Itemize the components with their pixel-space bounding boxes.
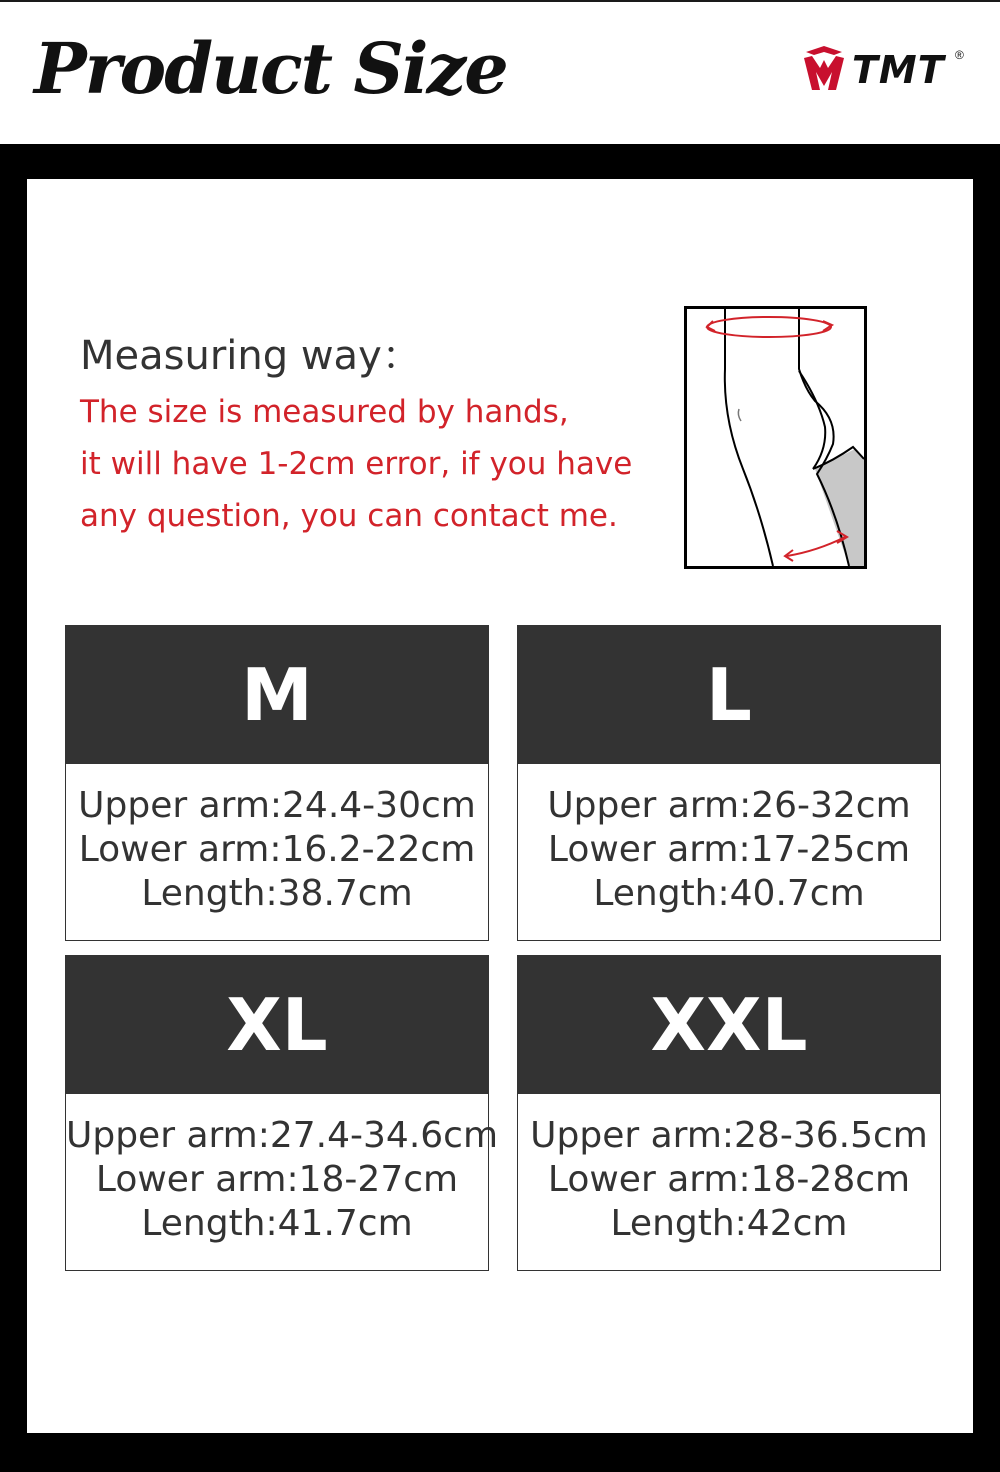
size-card-m bbox=[65, 625, 489, 941]
upper-arm-value: Upper arm:24.4-30cm bbox=[78, 785, 476, 826]
size-label: L bbox=[518, 626, 940, 764]
length-value: Length:41.7cm bbox=[141, 1203, 413, 1244]
upper-arm-value: Upper arm:26-32cm bbox=[547, 785, 911, 826]
size-label: M bbox=[66, 626, 488, 764]
size-measurements bbox=[518, 784, 940, 916]
length-value: Length:38.7cm bbox=[141, 873, 413, 914]
brand-logo bbox=[800, 46, 970, 94]
page-header bbox=[0, 0, 1000, 144]
size-measurements bbox=[66, 1114, 499, 1246]
lower-arm-value: Lower arm:18-28cm bbox=[547, 1159, 911, 1200]
arm-diagram bbox=[684, 306, 867, 569]
size-card-l bbox=[517, 625, 941, 941]
brand-name: TMT bbox=[852, 48, 945, 92]
page-title: Product Size bbox=[34, 27, 507, 110]
tmt-logo-icon bbox=[800, 46, 848, 94]
lower-arm-value: Lower arm:18-27cm bbox=[95, 1159, 459, 1200]
measuring-note-line-2: it will have 1-2cm error, if you have bbox=[80, 446, 633, 482]
length-value: Length:40.7cm bbox=[593, 873, 865, 914]
size-label: XXL bbox=[518, 956, 940, 1094]
measuring-note-line-3: any question, you can contact me. bbox=[80, 498, 618, 534]
upper-arm-value: Upper arm:28-36.5cm bbox=[530, 1115, 928, 1156]
size-measurements bbox=[66, 784, 488, 916]
size-label: XL bbox=[66, 956, 488, 1094]
size-card-xxl bbox=[517, 955, 941, 1271]
arm-measurement-icon bbox=[687, 309, 864, 566]
registered-mark: ® bbox=[955, 48, 964, 62]
size-measurements bbox=[518, 1114, 940, 1246]
upper-arm-value: Upper arm:27.4-34.6cm bbox=[66, 1115, 499, 1156]
measuring-note-line-1: The size is measured by hands, bbox=[80, 394, 569, 430]
lower-arm-value: Lower arm:16.2-22cm bbox=[78, 829, 476, 870]
size-card-xl bbox=[65, 955, 499, 1271]
lower-arm-value: Lower arm:17-25cm bbox=[547, 829, 911, 870]
measuring-title: Measuring way： bbox=[80, 333, 422, 379]
length-value: Length:42cm bbox=[610, 1203, 848, 1244]
